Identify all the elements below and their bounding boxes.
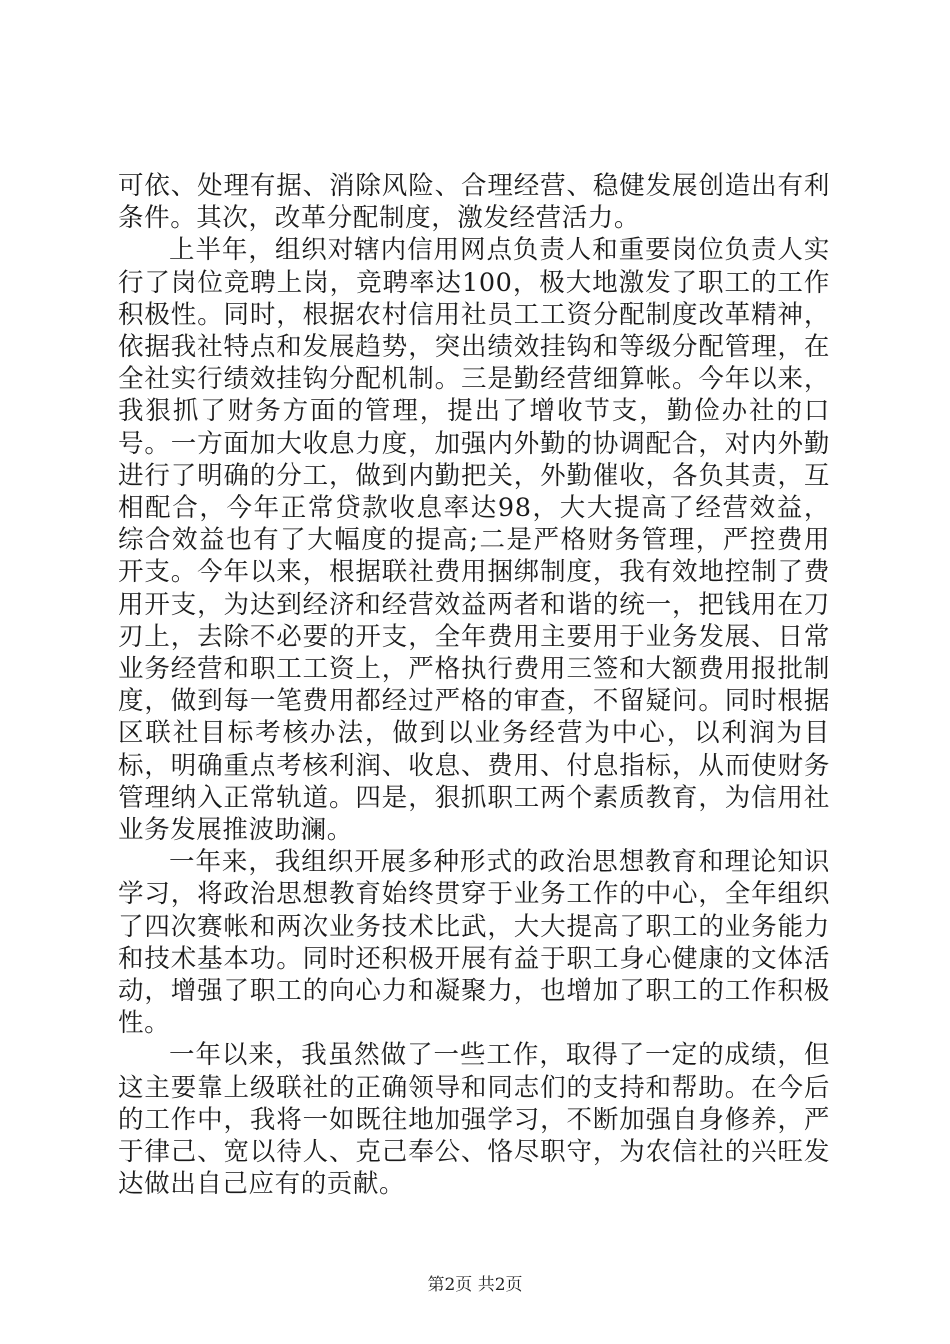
paragraph-1: 可依、处理有据、消除风险、合理经营、稳健发展创造出有利条件。其次，改革分配制度，激发经营活力。	[118, 171, 830, 234]
page-footer: 第2页 共2页	[427, 1275, 523, 1295]
paragraph-2: 上半年，组织对辖内信用网点负责人和重要岗位负责人实行了岗位竞聘上岗，竞聘率达100，极大地激发了职工的工作积极性。同时，根据农村信用社员工工资分配制度改革精神，依据我社特点和发展趋势，突出绩效挂钩和等级分配管理，在全社实行绩效挂钩分配机制。三是勤经营细算帐。今年以来，我狠抓了财务方面的管理，提出了增收节支，勤俭办社的口号。一方面加大收息力度，加强内外勤的协调配合，对内外勤进行了明确的分工，做到内勤把关，外勤催收，各负其责，互相配合，今年正常贷款收息率达98，大大提高了经营效益，综合效益也有了大幅度的提高;二是严格财务管理，严控费用开支。今年以来，根据联社费用捆绑制度，我有效地控制了费用开支，为达到经济和经营效益两者和谐的统一，把钱用在刀刃上，去除不必要的开支，全年费用主要用于业务发展、日常业务经营和职工工资上，严格执行费用三签和大额费用报批制度，做到每一笔费用都经过严格的审查，不留疑问。同时根据区联社目标考核办法，做到以业务经营为中心，以利润为目标，明确重点考核利润、收息、费用、付息指标，从而使财务管理纳入正常轨道。四是，狠抓职工两个素质教育，为信用社业务发展推波助澜。	[118, 235, 830, 846]
document-body	[118, 170, 830, 1201]
paragraph-4: 一年以来，我虽然做了一些工作，取得了一定的成绩，但这主要靠上级联社的正确领导和同志们的支持和帮助。在今后的工作中，我将一如既往地加强学习，不断加强自身修养，严于律己、宽以待人、克己奉公、恪尽职守，为农信社的兴旺发达做出自己应有的贡献。	[118, 1040, 830, 1200]
paragraph-3: 一年来，我组织开展多种形式的政治思想教育和理论知识学习，将政治思想教育始终贯穿于业务工作的中心，全年组织了四次赛帐和两次业务技术比武，大大提高了职工的业务能力和技术基本功。同时还积极开展有益于职工身心健康的文体活动，增强了职工的向心力和凝聚力，也增加了职工的工作积极性。	[118, 847, 830, 1039]
